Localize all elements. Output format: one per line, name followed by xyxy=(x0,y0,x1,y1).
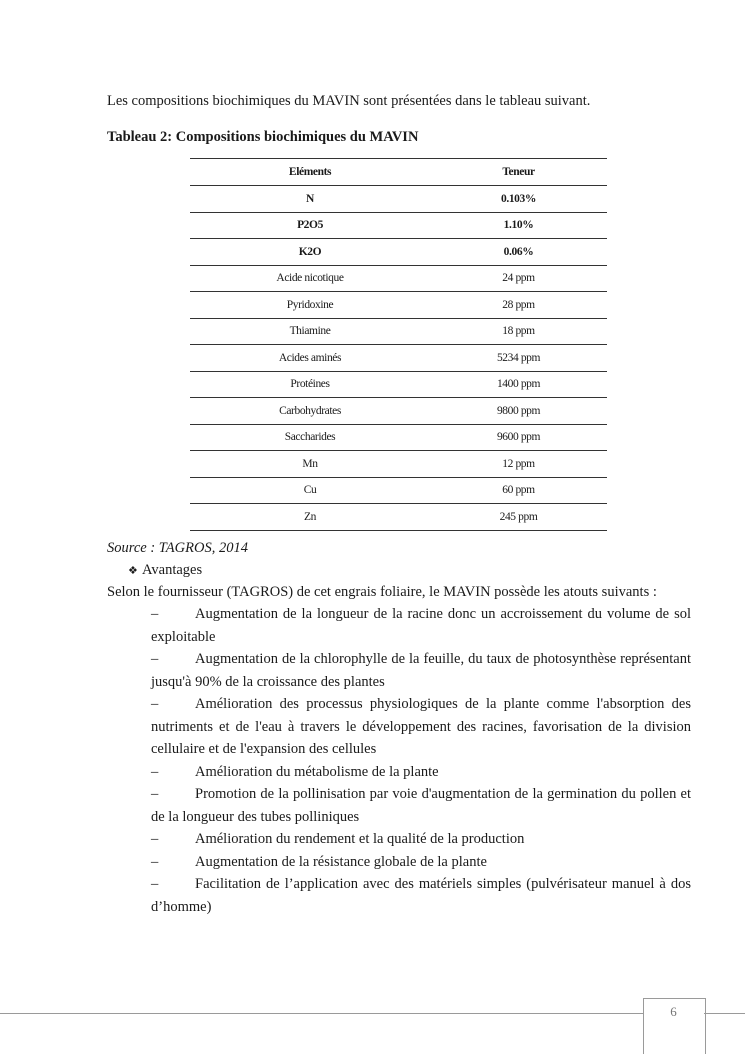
list-item xyxy=(151,828,691,851)
table-row xyxy=(190,451,607,478)
teneur-cell: 1400 ppm xyxy=(430,371,607,398)
list-item-text: Amélioration du métabolisme de la plante xyxy=(195,763,439,780)
element-cell: Pyridoxine xyxy=(190,292,430,319)
list-item xyxy=(151,603,691,648)
element-cell: Thiamine xyxy=(190,318,430,345)
table-row xyxy=(190,239,607,266)
list-item-text: Amélioration du rendement et la qualité de la production xyxy=(195,831,525,847)
list-item xyxy=(151,873,691,918)
element-cell: Carbohydrates xyxy=(190,398,430,425)
table-source: Source : TAGROS, 2014 xyxy=(107,540,248,556)
element-cell: Zn xyxy=(190,504,430,531)
table-row xyxy=(190,398,607,425)
teneur-cell: 60 ppm xyxy=(430,477,607,504)
list-item xyxy=(151,761,691,784)
table-row xyxy=(190,212,607,239)
dash-marker: – xyxy=(151,831,159,847)
table-row xyxy=(190,504,607,531)
teneur-cell: 5234 ppm xyxy=(430,345,607,372)
footer-rule-right xyxy=(704,1013,745,1014)
teneur-cell: 9600 ppm xyxy=(430,424,607,451)
element-cell: P2O5 xyxy=(190,212,430,239)
element-cell: N xyxy=(190,186,430,213)
element-cell: Acides aminés xyxy=(190,345,430,372)
dash-marker: – xyxy=(151,786,159,802)
list-item xyxy=(151,851,691,874)
teneur-cell: 1.10% xyxy=(430,212,607,239)
list-item-text: Amélioration des processus physiologiques de la plante comme l'absorption des nutriments et de l'eau à travers le développement des racines, favorisation de la division cellulaire et de l'expansion des cellules xyxy=(151,696,691,757)
list-item-text: Facilitation de l’application avec des matériels simples (pulvérisateur manuel à dos d’homme) xyxy=(151,876,691,915)
list-item-text: Promotion de la pollinisation par voie d'augmentation de la germination du pollen et de la longueur des tubes polliniques xyxy=(151,786,691,825)
table-row xyxy=(190,345,607,372)
teneur-cell: 24 ppm xyxy=(430,265,607,292)
teneur-cell: 0.103% xyxy=(430,186,607,213)
teneur-cell: 28 ppm xyxy=(430,292,607,319)
element-cell: Protéines xyxy=(190,371,430,398)
table-title: Tableau 2: Compositions biochimiques du MAVIN xyxy=(107,129,419,145)
dash-marker: – xyxy=(151,853,159,870)
element-cell: K2O xyxy=(190,239,430,266)
element-cell: Acide nicotique xyxy=(190,265,430,292)
list-item-text: Augmentation de la résistance globale de la plante xyxy=(195,853,487,870)
table-row xyxy=(190,265,607,292)
dash-marker: – xyxy=(151,696,159,712)
list-item xyxy=(151,783,691,828)
page-number: 6 xyxy=(670,1004,677,1019)
list-item-text: Augmentation de la longueur de la racine donc un accroissement du volume de sol exploitable xyxy=(151,606,691,645)
list-item xyxy=(151,648,691,693)
dash-marker: – xyxy=(151,763,159,780)
dash-marker: – xyxy=(151,606,159,622)
teneur-cell: 245 ppm xyxy=(430,504,607,531)
dash-marker: – xyxy=(151,876,159,892)
element-cell: Cu xyxy=(190,477,430,504)
table-row xyxy=(190,371,607,398)
list-item xyxy=(151,693,691,761)
avantages-heading xyxy=(128,559,202,583)
table-row xyxy=(190,424,607,451)
table-row xyxy=(190,292,607,319)
teneur-cell: 12 ppm xyxy=(430,451,607,478)
selon-paragraph: Selon le fournisseur (TAGROS) de cet engrais foliaire, le MAVIN possède les atouts suivants : xyxy=(107,584,657,600)
table-row xyxy=(190,186,607,213)
dash-marker: – xyxy=(151,651,159,667)
teneur-cell: 18 ppm xyxy=(430,318,607,345)
advantages-list xyxy=(151,603,691,918)
table-row xyxy=(190,318,607,345)
composition-table xyxy=(190,158,607,531)
avantages-label: Avantages xyxy=(142,562,203,578)
element-cell: Mn xyxy=(190,451,430,478)
column-header-elements: Eléments xyxy=(190,159,430,186)
footer-rule-left xyxy=(0,1013,643,1014)
teneur-cell: 9800 ppm xyxy=(430,398,607,425)
list-item-text: Augmentation de la chlorophylle de la feuille, du taux de photosynthèse représentant jusqu'à 90% de la croissance des plantes xyxy=(151,651,691,690)
teneur-cell: 0.06% xyxy=(430,239,607,266)
column-header-teneur: Teneur xyxy=(430,159,607,186)
intro-paragraph: Les compositions biochimiques du MAVIN sont présentées dans le tableau suivant. xyxy=(107,93,591,109)
element-cell: Saccharides xyxy=(190,424,430,451)
table-row xyxy=(190,477,607,504)
table-header-row xyxy=(190,159,607,186)
diamond-bullet-icon: ❖ xyxy=(128,565,138,577)
